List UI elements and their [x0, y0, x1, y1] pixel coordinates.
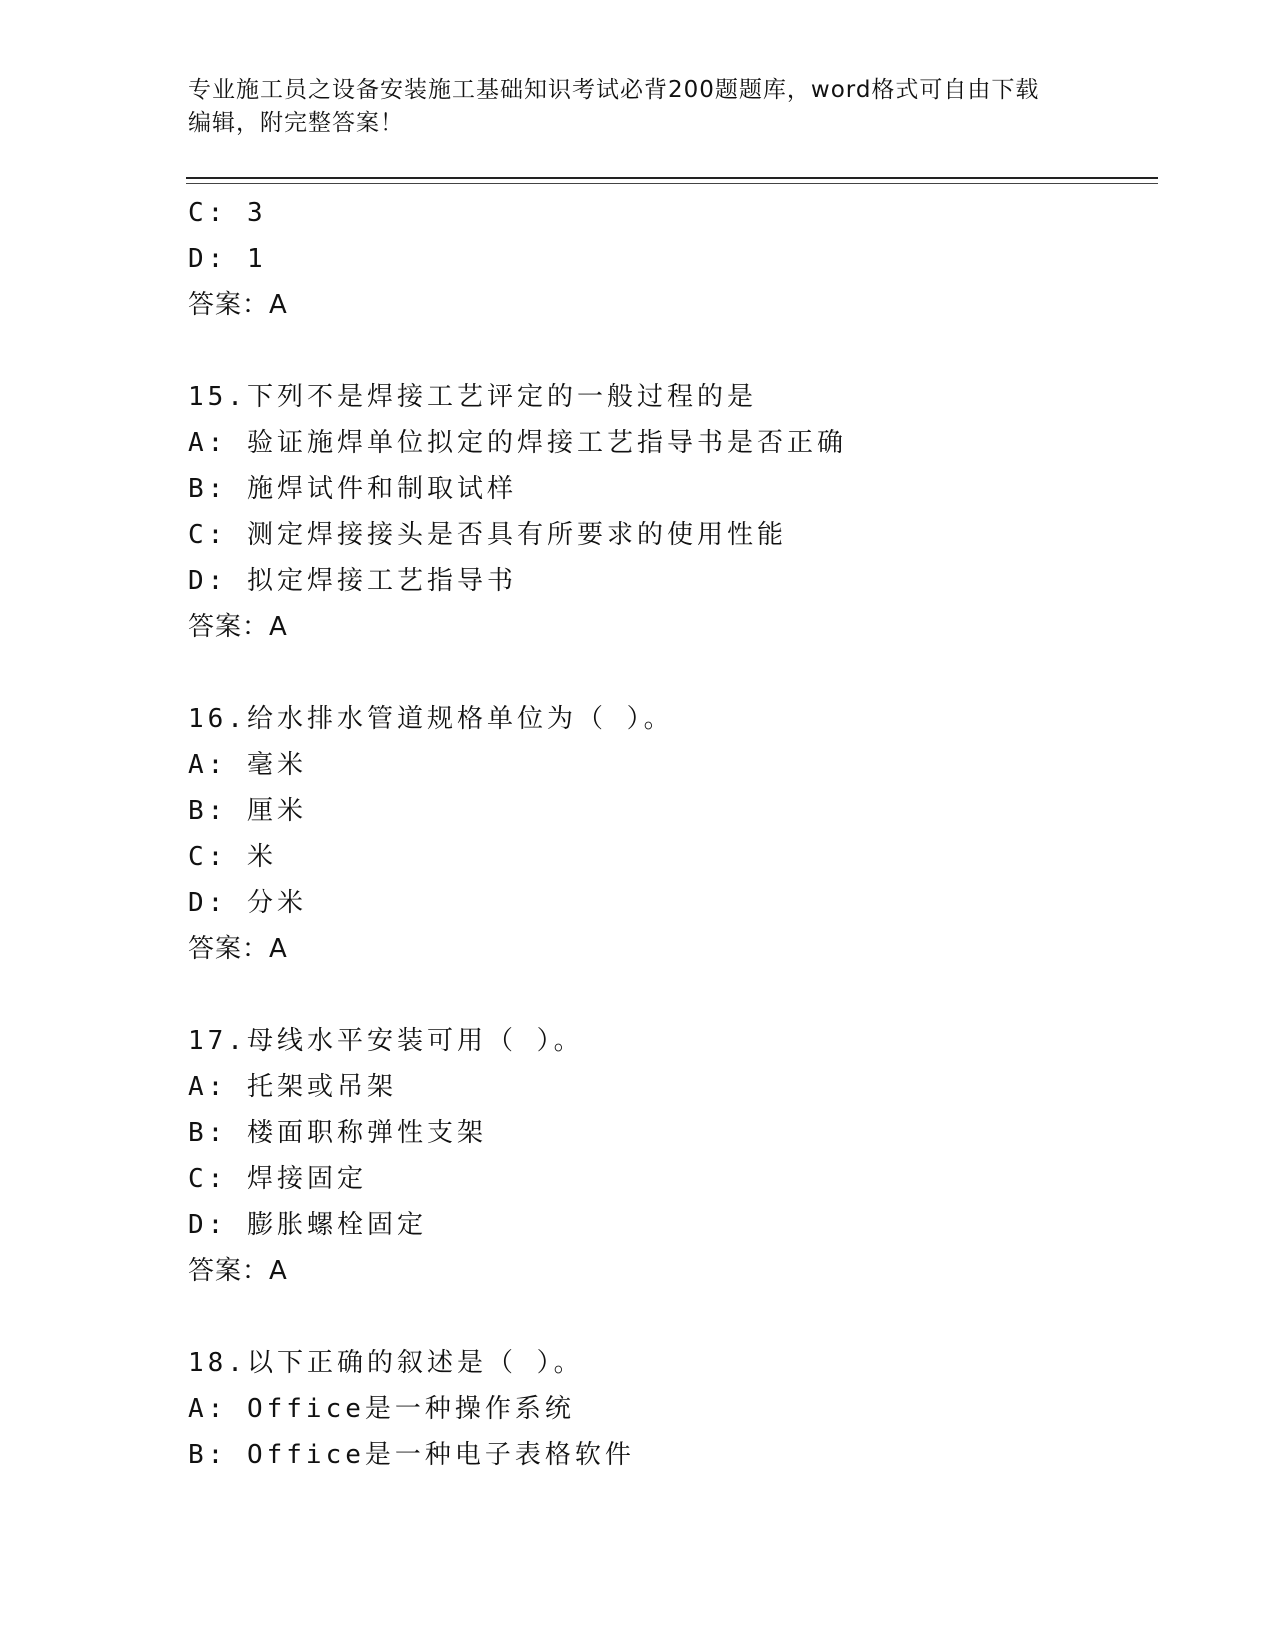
question-16-option-a: A: 毫米 [188, 750, 307, 780]
spacer [188, 650, 1148, 696]
spacer [188, 328, 1148, 374]
spacer [188, 1294, 1148, 1340]
question-15-option-c: C: 测定焊接接头是否具有所要求的使用性能 [188, 520, 787, 550]
header-divider-thin [186, 183, 1158, 184]
question-16-title: 16.给水排水管道规格单位为（ ）。 [188, 704, 674, 734]
question-17-answer: 答案：A [188, 1256, 288, 1286]
question-18-title: 18.以下正确的叙述是（ ）。 [188, 1348, 584, 1378]
question-16-option-c: C: 米 [188, 842, 277, 872]
question-17-title: 17.母线水平安装可用（ ）。 [188, 1026, 584, 1056]
question-15-option-d: D: 拟定焊接工艺指导书 [188, 566, 517, 596]
question-15-option-b: B: 施焊试件和制取试样 [188, 474, 517, 504]
prev-option-d: D: 1 [188, 244, 267, 274]
question-17-option-b: B: 楼面职称弹性支架 [188, 1118, 487, 1148]
header-title-line-2: 编辑，附完整答案！ [188, 110, 404, 136]
prev-answer: 答案：A [188, 290, 288, 320]
question-15-answer: 答案：A [188, 612, 288, 642]
prev-option-c: C: 3 [188, 198, 267, 228]
header-title-line-1: 专业施工员之设备安装施工基础知识考试必背200题题库，word格式可自由下载 [188, 77, 1040, 103]
document-header [188, 74, 1068, 140]
question-list [188, 190, 1148, 1478]
question-17-option-d: D: 膨胀螺栓固定 [188, 1210, 427, 1240]
question-16-option-b: B: 厘米 [188, 796, 307, 826]
question-15-title: 15.下列不是焊接工艺评定的一般过程的是 [188, 382, 757, 412]
question-16-option-d: D: 分米 [188, 888, 307, 918]
question-18-option-a: A: Office是一种操作系统 [188, 1394, 575, 1424]
question-16-answer: 答案：A [188, 934, 288, 964]
question-17-option-c: C: 焊接固定 [188, 1164, 367, 1194]
spacer [188, 972, 1148, 1018]
question-18-option-b: B: Office是一种电子表格软件 [188, 1440, 635, 1470]
question-17-option-a: A: 托架或吊架 [188, 1072, 397, 1102]
header-divider-thick [186, 177, 1158, 179]
question-15-option-a: A: 验证施焊单位拟定的焊接工艺指导书是否正确 [188, 428, 847, 458]
